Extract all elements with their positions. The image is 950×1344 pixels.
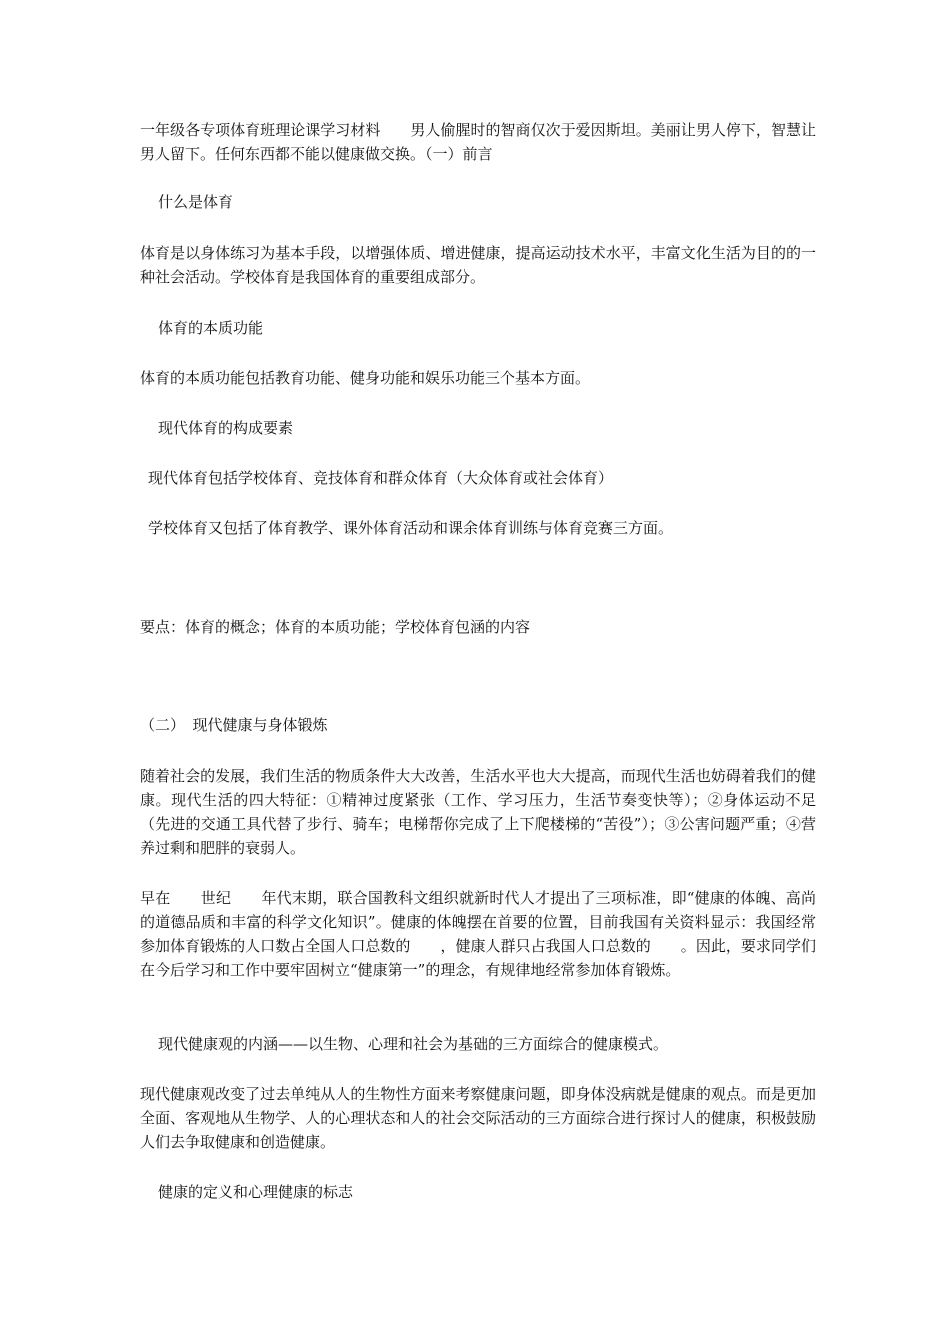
paragraph-unesco-standards: 早在 世纪 年代末期，联合国教科文组织就新时代人才提出了三项标准，即“健康的体魄、高尚的道德品质和丰富的科学文化知识”。健康的体魄摆在首要的位置，目前我国有关资料显示：我国经常参加体育锻炼的人口数占全国人口总数的 ，健康人群只占我国人口总数的 。因此，要求同学们在今后学习和工作中要牢固树立“健康第一”的理念，有规律地经常参加体育锻炼。 xyxy=(140,889,816,979)
paragraph-modern-health-view: 现代健康观改变了过去单纯从人的生物性方面来考察健康问题，即身体没病就是健康的观点。而是更加全面、客观地从生物学、人的心理状态和人的社会交际活动的三方面综合进行探讨人的健康，积极鼓励人们去争取健康和创造健康。 xyxy=(140,1085,816,1151)
heading-modern-health-view: 现代健康观的内涵——以生物、心理和社会为基础的三方面综合的健康模式。 xyxy=(158,1035,669,1053)
heading-health-definition: 健康的定义和心理健康的标志 xyxy=(158,1183,354,1201)
paragraph-society-development: 随着社会的发展，我们生活的物质条件大大改善，生活水平也大大提高，而现代生活也妨碍着我们的健康。现代生活的四大特征：①精神过度紧张（工作、学习压力，生活节奏变快等）；②身体运动不足（先进的交通工具代替了步行、骑车；电梯帮你完成了上下爬楼梯的“苦役”）；③公害问题严重；④营养过剩和肥胖的衰弱人。 xyxy=(140,767,816,857)
paragraph-school-pe: 学校体育又包括了体育教学、课外体育活动和课余体育训练与体育竞赛三方面。 xyxy=(148,519,674,537)
paragraph-modern-components: 现代体育包括学校体育、竞技体育和群众体育（大众体育或社会体育） xyxy=(148,469,614,487)
section2-title: （二） 现代健康与身体锻炼 xyxy=(140,716,328,734)
key-points: 要点：体育的概念；体育的本质功能；学校体育包涵的内容 xyxy=(140,618,531,636)
intro-paragraph: 一年级各专项体育班理论课学习材料 男人偷腥时的智商仅次于爱因斯坦。美丽让男人停下，智慧让男人留下。任何东西都不能以健康做交换。（一）前言 xyxy=(140,121,816,163)
heading-essential-function: 体育的本质功能 xyxy=(158,319,264,337)
paragraph-pe-definition: 体育是以身体练习为基本手段，以增强体质、增进健康，提高运动技术水平，丰富文化生活为目的的一种社会活动。学校体育是我国体育的重要组成部分。 xyxy=(140,244,816,286)
paragraph-essential-function: 体育的本质功能包括教育功能、健身功能和娱乐功能三个基本方面。 xyxy=(140,369,591,387)
heading-modern-components: 现代体育的构成要素 xyxy=(158,419,294,437)
heading-what-is-pe: 什么是体育 xyxy=(158,193,234,211)
